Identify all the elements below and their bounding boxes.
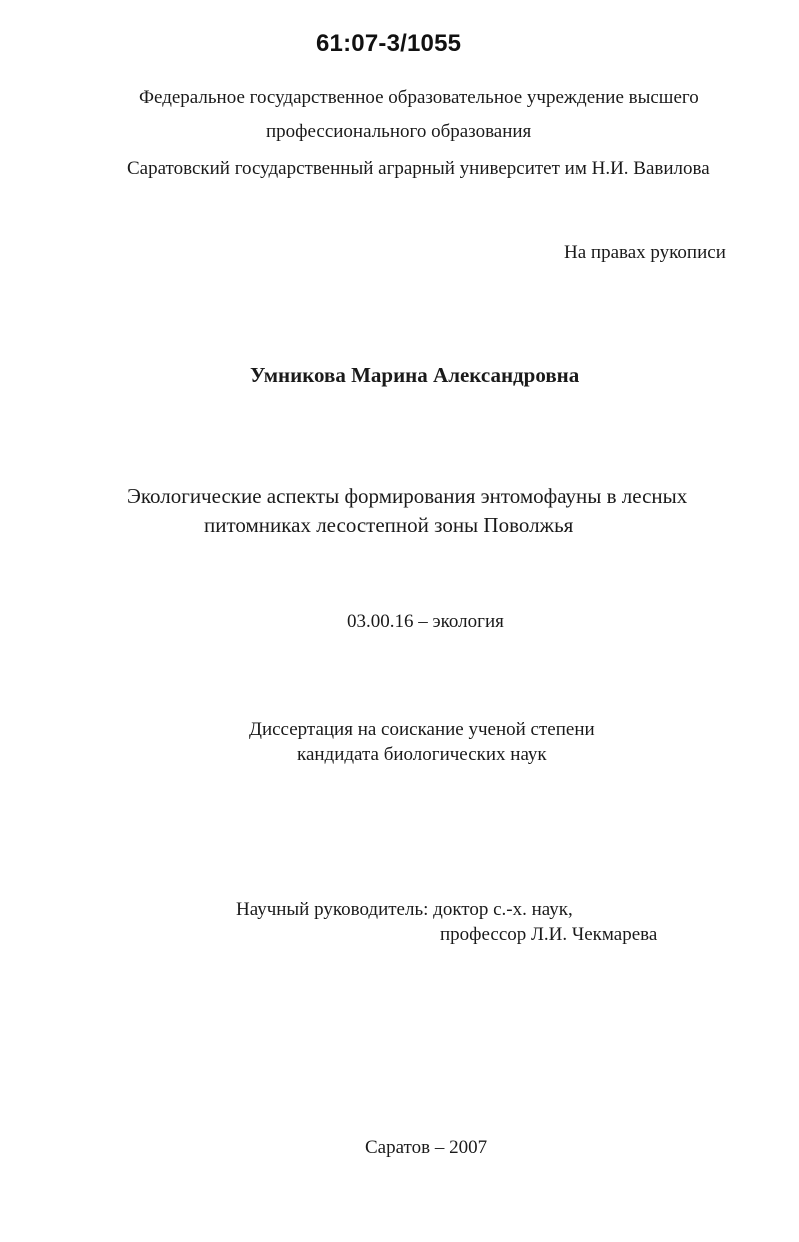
dissertation-title-line-1: Экологические аспекты формирования энтомофауны в лесных xyxy=(127,484,688,508)
supervisor-line-1: Научный руководитель: доктор с.-х. наук, xyxy=(236,899,573,920)
institution-line-1: Федеральное государственное образовательное учреждение высшего xyxy=(139,87,699,108)
degree-line-1: Диссертация на соискание ученой степени xyxy=(249,719,595,740)
catalog-number: 61:07-3/1055 xyxy=(316,30,462,57)
manuscript-note: На правах рукописи xyxy=(564,242,726,263)
dissertation-title-line-2: питомниках лесостепной зоны Поволжья xyxy=(204,513,574,537)
degree-line-2: кандидата биологических наук xyxy=(297,744,547,765)
place-and-year: Саратов – 2007 xyxy=(365,1137,488,1158)
specialty-code: 03.00.16 – экология xyxy=(347,611,504,632)
author-name: Умникова Марина Александровна xyxy=(250,363,580,387)
institution-line-2: профессионального образования xyxy=(266,121,532,142)
institution-line-3: Саратовский государственный аграрный университет им Н.И. Вавилова xyxy=(127,158,710,179)
supervisor-line-2: профессор Л.И. Чекмарева xyxy=(440,924,658,945)
